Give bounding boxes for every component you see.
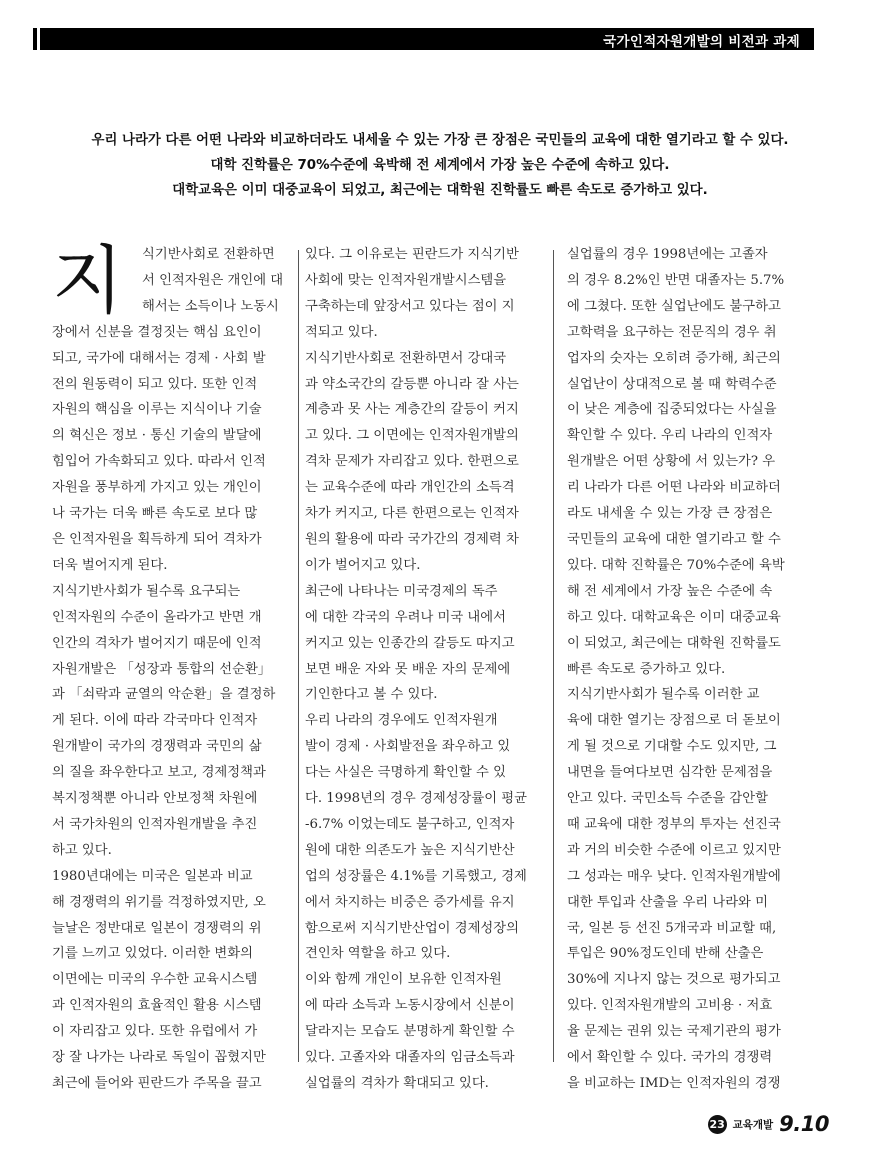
text-line: 다는 사실은 극명하게 확인할 수 있 <box>305 765 506 781</box>
text-line: 대한 투입과 산출을 우리 나라와 미 <box>567 894 768 910</box>
text-line: 에 그쳤다. 또한 실업난에도 불구하고 <box>567 298 781 314</box>
text-line: 30%에 지나지 않는 것으로 평가되고 <box>567 972 781 988</box>
text-line: 더욱 벌어지게 된다. <box>52 557 168 573</box>
text-line: 업자의 숫자는 오히려 증가해, 최근의 <box>567 350 781 366</box>
text-line: 1980년대에는 미국은 일본과 비교 <box>52 868 253 884</box>
text-line: 장 잘 나가는 나라로 독일이 꼽혔지만 <box>52 1050 266 1066</box>
text-line: 투입은 90%정도인데 반해 산출은 <box>567 946 764 962</box>
text-line: 율 문제는 권위 있는 국제기관의 평가 <box>567 1024 781 1040</box>
text-line: 고학력을 요구하는 전문직의 경우 취 <box>567 324 777 340</box>
text-line: 해서는 소득이나 노동시 <box>142 298 279 314</box>
text-line: 게 된다. 이에 따라 각국마다 인적자 <box>52 713 258 729</box>
text-line: 그 성과는 매우 낮다. 인적자원개발에 <box>567 868 781 884</box>
text-line: 확인할 수 있다. 우리 나라의 인적자 <box>567 428 773 444</box>
section-title: 국가인적자원개발의 비전과 과제 <box>603 34 800 50</box>
text-line: 국, 일본 등 선진 5개국과 비교할 때, <box>567 920 777 936</box>
text-line: 이 되었고, 최근에는 대학원 진학률도 <box>567 635 781 651</box>
text-line: 고 있다. 그 이면에는 인적자원개발의 <box>305 428 519 444</box>
text-line: 에서 차지하는 비중은 증가세를 유지 <box>305 894 515 910</box>
text-line: 하고 있다. <box>52 842 112 858</box>
text-line: 지식기반사회가 될수록 요구되는 <box>52 583 241 599</box>
text-column-2 <box>305 242 541 1097</box>
text-line: 달라지는 모습도 분명하게 확인할 수 <box>305 1024 515 1040</box>
text-line: 함으로써 지식기반산업이 경제성장의 <box>305 920 519 936</box>
text-line: 자원의 핵심을 이루는 지식이나 기술 <box>52 402 262 418</box>
text-line: 서 국가차원의 인적자원개발을 추진 <box>52 816 258 832</box>
text-line: 전의 원동력이 되고 있다. 또한 인적 <box>52 376 258 392</box>
text-line: 을 비교하는 IMD는 인적자원의 경쟁 <box>567 1076 781 1091</box>
text-line: 원의 활용에 따라 국가간의 경제력 차 <box>305 531 519 547</box>
text-line: 사회에 맞는 인적자원개발시스템을 <box>305 272 507 288</box>
text-line: 인적자원의 수준이 올라가고 반면 개 <box>52 609 262 625</box>
column-divider <box>553 250 554 1062</box>
text-line: 커지고 있는 인종간의 갈등도 따지고 <box>305 635 515 651</box>
text-line: 과 약소국간의 갈등뿐 아니라 잘 사는 <box>305 376 519 392</box>
text-line: 힘입어 가속화되고 있다. 따라서 인적 <box>52 454 266 470</box>
text-line: 과 인적자원의 효율적인 활용 시스템 <box>52 998 262 1014</box>
text-column-1 <box>52 238 288 1097</box>
text-line: 발이 경제 · 사회발전을 좌우하고 있 <box>305 739 511 755</box>
text-line: 식기반사회로 전환하면 <box>142 247 275 262</box>
text-line: 인간의 격차가 벌어지기 때문에 인적 <box>52 635 262 651</box>
text-line: 적되고 있다. <box>305 324 378 340</box>
column-divider <box>298 250 299 1062</box>
text-line: 이와 함께 개인이 보유한 인적자원 <box>305 972 502 988</box>
text-line: 하고 있다. 대학교육은 이미 대중교육 <box>567 609 781 625</box>
text-line: 과 거의 비슷한 수준에 이르고 있지만 <box>567 842 781 858</box>
text-line: 빠른 속도로 증가하고 있다. <box>567 661 726 677</box>
text-line: 의 경우 8.2%인 반면 대졸자는 5.7% <box>567 272 785 288</box>
text-line: 과 「쇠락과 균열의 악순환」을 결정하 <box>52 687 276 703</box>
text-line: 있다. 인적자원개발의 고비용 · 저효 <box>567 998 773 1014</box>
text-line: 나 국가는 더욱 빠른 속도로 보다 많 <box>52 506 258 522</box>
text-line: 늘날은 정반대로 일본이 경쟁력의 위 <box>52 920 262 936</box>
text-line: 실업난이 상대적으로 볼 때 학력수준 <box>567 376 777 392</box>
text-line: -6.7% 이었는데도 불구하고, 인적자 <box>305 816 515 832</box>
text-line: 내면을 들여다보면 심각한 문제점을 <box>567 765 773 781</box>
text-line: 보면 배운 자와 못 배운 자의 문제에 <box>305 661 511 677</box>
page-footer <box>708 1110 829 1138</box>
text-line: 은 인적자원을 획득하게 되어 격차가 <box>52 531 262 547</box>
text-line: 서 인적자원은 개인에 대 <box>142 272 284 288</box>
header-bar <box>33 28 814 50</box>
text-line: 의 혁신은 정보 · 통신 기술의 발달에 <box>52 428 262 444</box>
text-line: 이가 벌어지고 있다. <box>305 557 421 573</box>
text-line: 라도 내세울 수 있는 가장 큰 장점은 <box>567 506 773 522</box>
text-line: 원개발이 국가의 경쟁력과 국민의 삶 <box>52 739 262 755</box>
text-line: 차가 커지고, 다른 한편으로는 인적자 <box>305 506 519 522</box>
text-line: 원개발은 어떤 상황에 서 있는가? 우 <box>567 454 776 470</box>
page-number: 23 <box>708 1115 727 1134</box>
issue-number: 9.10 <box>779 1112 829 1136</box>
text-line: 업의 성장률은 4.1%를 기록했고, 경제 <box>305 868 527 884</box>
text-line: 최근에 나타나는 미국경제의 독주 <box>305 583 498 599</box>
text-line: 국민들의 교육에 대한 열기라고 할 수 <box>567 531 781 547</box>
text-line: 때 교육에 대한 정부의 투자는 선진국 <box>567 816 781 832</box>
text-line: 이 자리잡고 있다. 또한 유럽에서 가 <box>52 1024 258 1040</box>
text-line: 실업률의 경우 1998년에는 고졸자 <box>567 247 768 262</box>
header-bar-mark <box>37 28 40 50</box>
text-line: 해 경쟁력의 위기를 걱정하였지만, 오 <box>52 894 266 910</box>
text-line: 에 대한 각국의 우려나 미국 내에서 <box>305 609 506 625</box>
lead-summary <box>50 128 830 203</box>
text-line: 복지정책뿐 아니라 안보정책 차원에 <box>52 791 258 807</box>
text-line: 구축하는데 앞장서고 있다는 점이 지 <box>305 298 515 314</box>
text-line: 이 낮은 계층에 집중되었다는 사실을 <box>567 402 777 418</box>
text-line: 기인한다고 볼 수 있다. <box>305 687 438 703</box>
text-line: 는 교육수준에 따라 개인간의 소득격 <box>305 480 515 496</box>
text-line: 되고, 국가에 대해서는 경제 · 사회 발 <box>52 350 266 366</box>
text-line: 다. 1998년의 경우 경제성장률이 평균 <box>305 791 527 807</box>
text-line: 지식기반사회가 될수록 이러한 교 <box>567 687 760 703</box>
text-line: 있다. 그 이유로는 핀란드가 지식기반 <box>305 247 519 262</box>
text-line: 리 나라가 다른 어떤 나라와 비교하더 <box>567 480 781 496</box>
lead-line: 우리 나라가 다른 어떤 나라와 비교하더라도 내세울 수 있는 가장 큰 장점은 국민들의 교육에 대한 열기라고 할 수 있다. <box>91 133 789 148</box>
text-line: 의 질을 좌우한다고 보고, 경제정책과 <box>52 765 266 781</box>
text-line: 기를 느끼고 있었다. 이러한 변화의 <box>52 946 253 962</box>
text-line: 원에 대한 의존도가 높은 지식기반산 <box>305 842 515 858</box>
text-line: 자원개발은 「성장과 통합의 선순환」 <box>52 661 272 677</box>
text-line: 있다. 대학 진학률은 70%수준에 육박 <box>567 557 785 573</box>
text-line: 이면에는 미국의 우수한 교육시스템 <box>52 972 258 988</box>
text-line: 자원을 풍부하게 가지고 있는 개인이 <box>52 480 262 496</box>
text-column-3 <box>567 242 803 1097</box>
text-line: 견인차 역할을 하고 있다. <box>305 946 451 962</box>
text-line: 육에 대한 열기는 장점으로 더 돋보이 <box>567 713 781 729</box>
text-line: 지식기반사회로 전환하면서 강대국 <box>305 350 507 366</box>
text-line: 계층과 못 사는 계층간의 갈등이 커지 <box>305 402 519 418</box>
lead-line: 대학교육은 이미 대중교육이 되었고, 최근에는 대학원 진학률도 빠른 속도로 증가하고 있다. <box>172 183 708 198</box>
text-line: 장에서 신분을 결정짓는 핵심 요인이 <box>52 324 262 340</box>
magazine-name: 교육개발 <box>732 1118 774 1131</box>
text-line: 게 될 것으로 기대할 수도 있지만, 그 <box>567 739 777 755</box>
drop-cap: 지 <box>52 238 124 324</box>
text-line: 격차 문제가 자리잡고 있다. 한편으로 <box>305 454 519 470</box>
text-line: 실업률의 격차가 확대되고 있다. <box>305 1076 489 1091</box>
text-line: 해 전 세계에서 가장 높은 수준에 속 <box>567 583 773 599</box>
text-line: 에서 확인할 수 있다. 국가의 경쟁력 <box>567 1050 773 1066</box>
lead-line: 대학 진학률은 70%수준에 육박해 전 세계에서 가장 높은 수준에 속하고 있다. <box>210 158 670 173</box>
text-line: 있다. 고졸자와 대졸자의 임금소득과 <box>305 1050 515 1066</box>
text-line: 에 따라 소득과 노동시장에서 신분이 <box>305 998 515 1014</box>
text-line: 안고 있다. 국민소득 수준을 감안할 <box>567 791 768 807</box>
text-line: 우리 나라의 경우에도 인적자원개 <box>305 713 498 729</box>
text-line: 최근에 들어와 핀란드가 주목을 끌고 <box>52 1076 262 1091</box>
